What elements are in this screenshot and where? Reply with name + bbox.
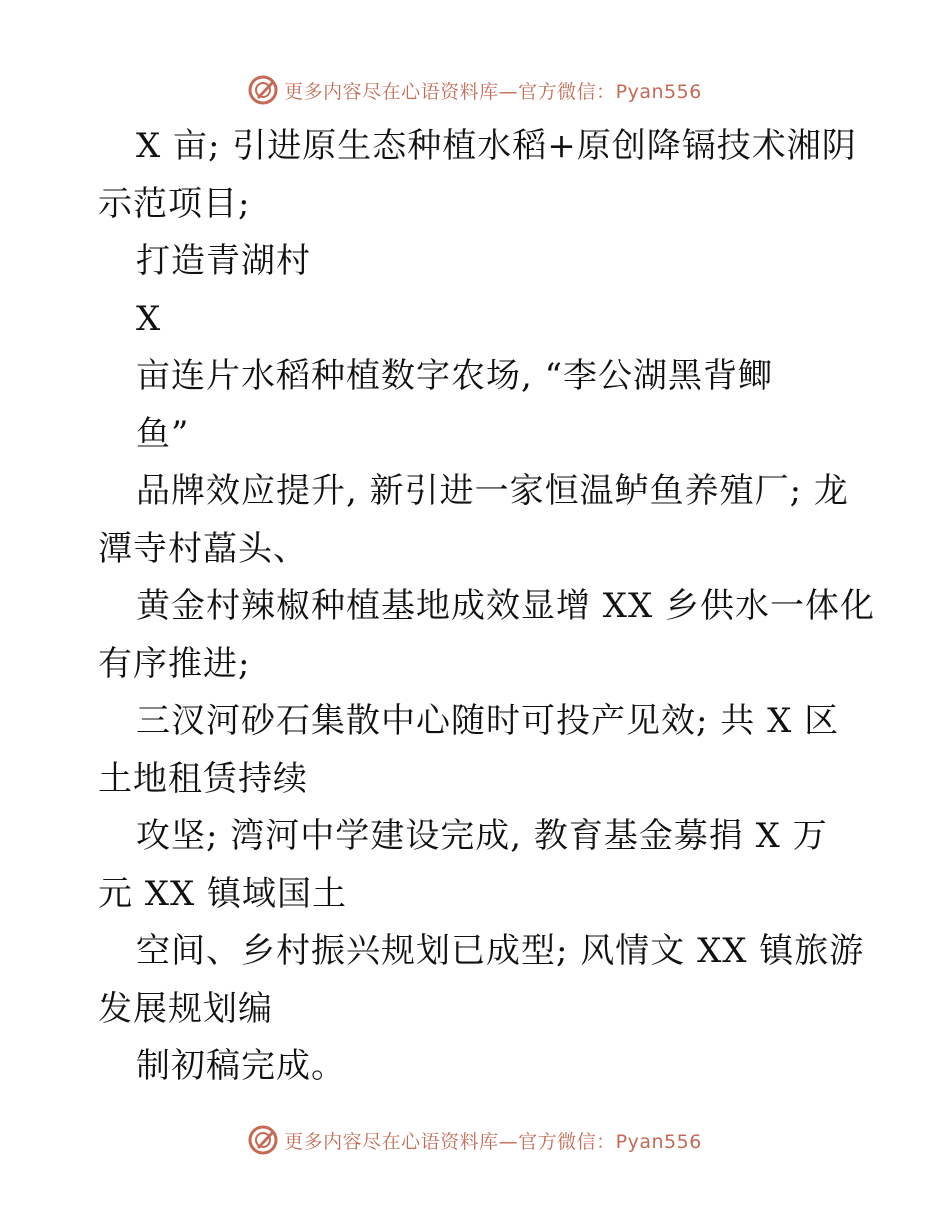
footer-banner-text: 更多内容尽在心语资料库—官方微信：Pyan556: [284, 1130, 702, 1153]
pen-logo-icon: [248, 75, 278, 105]
paragraph-line: 制初稿完成。: [136, 1046, 346, 1086]
paragraph-line: 黄金村辣椒种植基地成效显增 XX 乡供水一体化: [136, 586, 876, 626]
paragraph-line: X: [136, 298, 162, 339]
header-banner-text: 更多内容尽在心语资料库—官方微信：Pyan556: [284, 80, 702, 103]
paragraph-line: 鱼”: [136, 413, 190, 454]
footer-banner: [0, 1120, 950, 1160]
pen-logo-icon: [248, 1125, 278, 1155]
paragraph-line: 空间、乡村振兴规划已成型; 风情文 XX 镇旅游: [136, 931, 865, 971]
paragraph-line: 三汊河砂石集散中心随时可投产见效; 共 X 区: [136, 701, 840, 741]
paragraph-line: 品牌效应提升, 新引进一家恒温鲈鱼养殖厂; 龙: [136, 471, 849, 511]
paragraph-line: 亩连片水稻种植数字农场, “李公湖黑背鲫: [136, 356, 773, 396]
paragraph-line: 示范项目;: [98, 183, 251, 224]
paragraph-line: 攻坚; 湾河中学建设完成, 教育基金募捐 X 万: [136, 816, 828, 856]
paragraph-line: 打造青湖村: [136, 241, 311, 281]
paragraph-line: 潭寺村藠头、: [98, 528, 308, 569]
header-banner: [0, 70, 950, 110]
paragraph-line: 有序推进;: [98, 643, 251, 684]
paragraph-line: X 亩; 引进原生态种植水稻+原创降镉技术湘阴: [136, 126, 857, 166]
paragraph-line: 元 XX 镇域国土: [98, 873, 348, 914]
paragraph-line: 土地租赁持续: [98, 758, 308, 799]
paragraph-line: 发展规划编: [98, 988, 273, 1029]
document-body: [98, 118, 876, 1096]
